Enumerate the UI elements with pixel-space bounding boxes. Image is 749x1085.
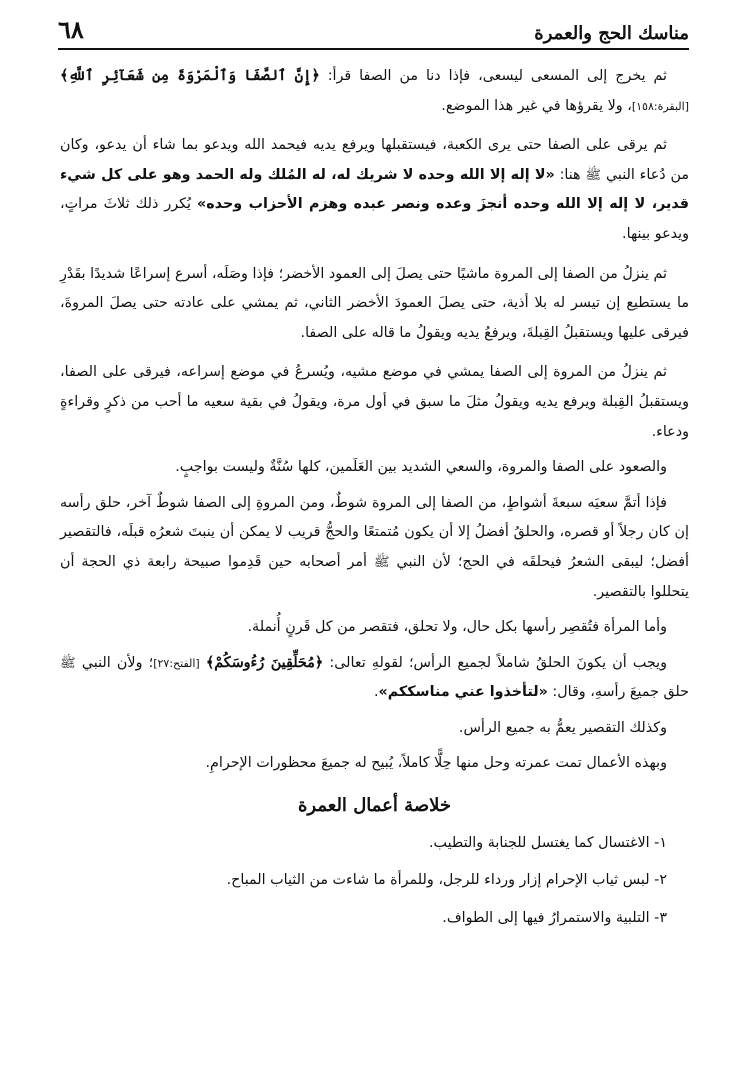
verse-reference: [الفتح:٢٧] xyxy=(153,656,200,670)
running-header xyxy=(58,16,689,50)
salutation-mark: ﷺ xyxy=(373,554,390,570)
paragraph-4: ثم ينزلُ من المروة إلى الصفا يمشي في موضع مشيه، ويُسرعُ في موضع إسراعه، فيرقى على الصفا، ويستقبلُ القِبلة ويرفع يديه ويقولُ مثلَ ما سبق في أول مرة، ويقولُ في بقية سعيه ما أحب من ذكرٍ وقراءةٍ ودعاء. xyxy=(60,364,689,440)
hadith-quote: «لا إله إلا الله وحده لا شريك له، له المُلك وله الحمد وهو على كل شيء قدير، لا إله إلا الله وحده أنجزَ وعده ونصر عبده وهزم الأحزاب وحده» xyxy=(60,166,690,213)
paragraph-7: وأما المرأة فتُقصِر رأسها بكل حال، ولا تحلق، فتقصر من كل قَرنٍ أُنملة. xyxy=(247,619,667,636)
section-heading: خلاصة أعمال العمرة xyxy=(298,795,451,817)
salutation-mark: ﷺ xyxy=(585,167,602,183)
page-title: مناسك الحج والعمرة xyxy=(534,23,689,44)
page-number: ٦٨ xyxy=(58,15,84,44)
list-item: ١- الاغتسال كما يغتسل للجنابة والتطيب. xyxy=(429,834,667,851)
paragraph-10: وبهذه الأعمال تمت عمرته وحل منها حِلًّا كاملاً، يُبيح له جميعَ محظورات الإحرامِ. xyxy=(205,755,667,772)
paragraph-8: ويجب أن يكونَ الحلقُ شاملاً لجميع الرأس؛ لقولهِ تعالى: ﴿مُحَلِّقِينَ رُءُوسَكُمْ﴾ [الفتح:٢٧]؛ ولأن النبي ﷺ حلق جميعَ رأسهِ، وقال: «لتأخذوا عني مناسككم». xyxy=(60,654,689,701)
paragraph-3: ثم ينزلُ من الصفا إلى المروة ماشيًا حتى يصلَ إلى العمود الأخضر؛ فإذا وصَلَه، أسرع إسراعًا شديدًا بقَدْرِ ما يستطيع إن تيسر له بلا أذية، حتى يصلَ العمودَ الأخضر الثاني، ثم يمشي على عادته حتى يصلَ المروةَ، فيرقى عليها ويستقبلُ القِبلةَ، ويرفعُ يديه ويقولُ ما قاله على الصفا. xyxy=(60,265,689,341)
paragraph-5: والصعود على الصفا والمروة، والسعي الشديد بين العَلَمين، كلها سُنَّةٌ وليست بواجبٍ. xyxy=(175,459,667,476)
list-item: ٣- التلبية والاستمرارُ فيها إلى الطواف. xyxy=(442,909,667,926)
list-item: ٢- لبس ثياب الإحرام إزار ورداء للرجل، وللمرأة ما شاءت من الثياب المباح. xyxy=(226,872,667,889)
quran-verse: ﴿مُحَلِّقِينَ رُءُوسَكُمْ﴾ xyxy=(205,654,324,671)
paragraph-6: فإذا أتمَّ سعيَه سبعةَ أشواطٍ، من الصفا إلى المروة شوطٌ، ومن المروةِ إلى الصفا شوطٌ آخر، حلق رأسه إن كان رجلاً أو قصره، والحلقُ أفضلُ إلا أن يكون مُتمتعًا والحجُّ قريب لا يمكن أن ينبتَ شعرُه قبلَه، فالتقصير أفضل؛ ليبقى الشعرُ فيحلقَه في الحج؛ لأن النبي ﷺ أمر أصحابه حين قَدِموا صبيحة رابعة ذي الحجة أن يتحللوا بالتقصير. xyxy=(60,494,690,600)
quran-verse: ﴿إِنَّ ٱلصَّفَا وَٱلْمَرْوَةَ مِن شَعَآئِرِ ٱللَّهِ﴾ xyxy=(60,68,320,84)
paragraph-9: وكذلك التقصير يعمُّ به جميع الرأس. xyxy=(458,719,667,736)
paragraph-1: ثم يخرج إلى المسعى ليسعى، فإذا دنا من الصفا قرأ: ﴿إِنَّ ٱلصَّفَا وَٱلْمَرْوَةَ مِن شَعَآئِرِ ٱللَّهِ﴾ [البقرة:١٥٨]، ولا يقرؤها في غير هذا الموضع. xyxy=(60,68,689,114)
hadith-quote: «لتأخذوا عني مناسككم» xyxy=(378,684,548,701)
body-text xyxy=(60,62,689,933)
salutation-mark: ﷺ xyxy=(60,655,76,671)
verse-reference: [البقرة:١٥٨] xyxy=(631,99,689,113)
paragraph-2: ثم يرقى على الصفا حتى يرى الكعبة، فيستقبلها ويرفع يديه فيحمد الله ويدعو بما شاء أن يدعو، وكان من دُعاء النبي ﷺ هنا: «لا إله إلا الله وحده لا شريك له، له المُلك وله الحمد وهو على كل شيء قدير، لا إله إلا الله وحده أنجزَ وعده ونصر عبده وهزم الأحزاب وحده» يُكرر ذلك ثلاثَ مراتٍ، ويدعو بينها. xyxy=(60,137,690,242)
